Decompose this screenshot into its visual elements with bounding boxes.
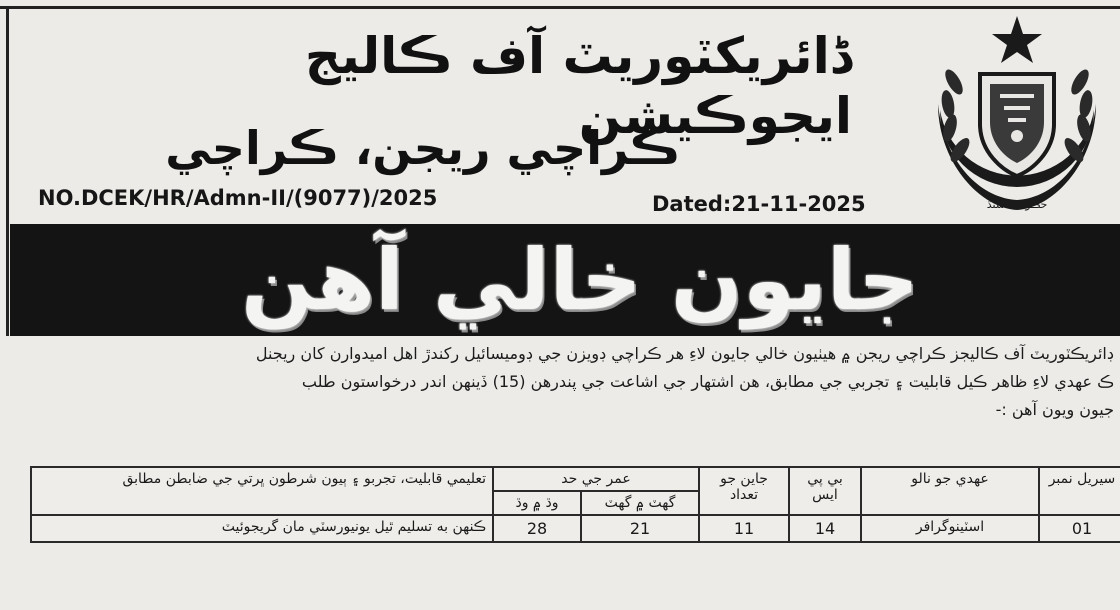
- cell-qualification: ڪنهن به تسليم ٿيل يونيورسٽي مان گريجوئيٽ: [31, 515, 493, 542]
- cell-bps: 14: [789, 515, 861, 542]
- cell-count: 11: [699, 515, 789, 542]
- left-border: [6, 6, 9, 336]
- header-age-min: گهٽ ۾ گهٽ: [581, 491, 699, 515]
- directorate-title: ڈائریکٽوریٽ آف ڪاليج ايجوڪيشن: [304, 27, 852, 145]
- cell-age-max: 28: [493, 515, 581, 542]
- header-count: جاين جو تعداد: [699, 467, 789, 515]
- header-post: عهدي جو نالو: [861, 467, 1039, 515]
- cell-post: اسٽينوگرافر: [861, 515, 1039, 542]
- seal-text: حڪومت سنڌ: [986, 198, 1048, 211]
- notice-paragraph-line-1: ڊائريڪٽوريٽ آف ڪاليجز ڪراچي ريجن ۾ هيٺيون خالي جايون لاءِ هر ڪراچي ڊويزن جي ڊوميسائيل رکندڙ اهل اميدوارن کان ريجنل: [255, 344, 1114, 363]
- notice-date: Dated:21-11-2025: [652, 192, 866, 216]
- notice-paragraph-line-3: جيون ويون آهن :-: [995, 400, 1114, 419]
- seal-star: [992, 16, 1042, 63]
- government-of-sindh-seal-icon: [920, 12, 1114, 218]
- header-serial: سيريل نمبر: [1039, 467, 1120, 515]
- header-age-max: وڌ ۾ وڌ: [493, 491, 581, 515]
- region-subtitle: ڪراچي ريجن، ڪراچي: [165, 121, 680, 175]
- cell-age-min: 21: [581, 515, 699, 542]
- header-age-limit: عمر جي حد: [493, 467, 699, 491]
- reference-number: NO.DCEK/HR/Admn-II/(9077)/2025: [38, 186, 438, 210]
- header-qualification: تعليمي قابليت، تجربو ۽ ٻيون شرطون ڀرتي جي ضابطن مطابق: [31, 467, 493, 515]
- vacancy-table: [30, 466, 1120, 543]
- table-row: [31, 515, 1120, 542]
- top-border: [0, 6, 1120, 9]
- notice-paragraph-line-2: ڪ عهدي لاءِ ظاهر ڪيل قابليت ۽ تجربي جي مطابق، هن اشتهار جي اشاعت جي پندرهن (15) ڏينهن اندر درخواستون طلب: [301, 372, 1114, 391]
- cell-serial: 01: [1039, 515, 1120, 542]
- headline-text: جايون خالي آهن: [241, 231, 919, 329]
- header-bps: بي پي ايس: [789, 467, 861, 515]
